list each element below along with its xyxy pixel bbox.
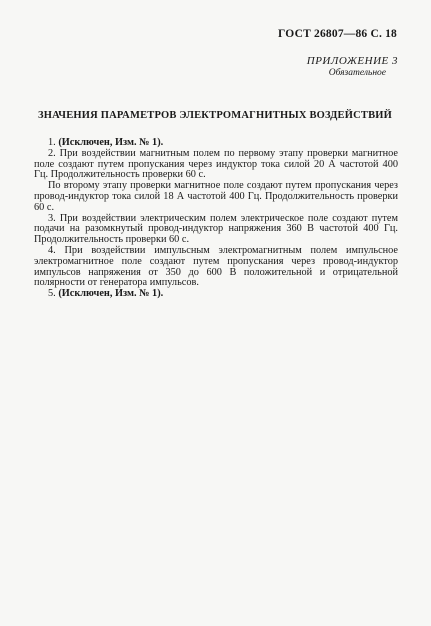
section-title: ЗНАЧЕНИЯ ПАРАМЕТРОВ ЭЛЕКТРОМАГНИТНЫХ ВОЗДЕЙСТВИЙ	[38, 110, 393, 121]
paragraph-text: (Исключен, Изм. № 1).	[58, 137, 164, 148]
paragraph-number: 1.	[48, 137, 56, 148]
standard-page-header: ГОСТ 26807—86 С. 18	[278, 28, 397, 40]
paragraph-number: 4.	[48, 244, 56, 256]
paragraph-number: 5.	[48, 288, 56, 300]
paragraph-text: При воздействии импульсным электромагнитным полем импульсное электромагнитное поле создают путем пропускания через провод-индуктор импульсов напряжения от 350 до 600 В положительной и отрицательной полярности от генератора импульсов.	[34, 244, 399, 289]
appendix-status: Обязательное	[328, 68, 386, 78]
paragraph-text: По второму этапу проверки магнитное поле создают путем пропускания через провод-индуктор тока силой 18 А частотой 400 Гц. Продолжительность проверки 60 с.	[34, 180, 398, 213]
paragraph-number: 2.	[48, 147, 56, 159]
paragraph-2	[34, 149, 398, 181]
paragraph-2-continued	[34, 181, 398, 213]
paragraph-3	[34, 214, 398, 246]
paragraph-5	[34, 289, 398, 300]
document-body	[34, 138, 398, 300]
appendix-label: ПРИЛОЖЕНИЕ 3	[306, 55, 398, 67]
paragraph-text: (Исключен, Изм. № 1).	[58, 288, 164, 300]
paragraph-number: 3.	[48, 212, 56, 224]
paragraph-4	[34, 246, 398, 289]
paragraph-text: При воздействии электрическим полем электрическое поле создают путем подачи на разомкнутый провод-индуктор напряжения 360 В частотой 400 Гц. Продолжительность проверки 60 с.	[34, 212, 398, 246]
paragraph-text: При воздействии магнитным полем по первому этапу проверки магнитное поле создают путем пропускания через индуктор тока силой 20 А частотой 400 Гц. Продолжительность проверки 60 с.	[34, 147, 399, 181]
